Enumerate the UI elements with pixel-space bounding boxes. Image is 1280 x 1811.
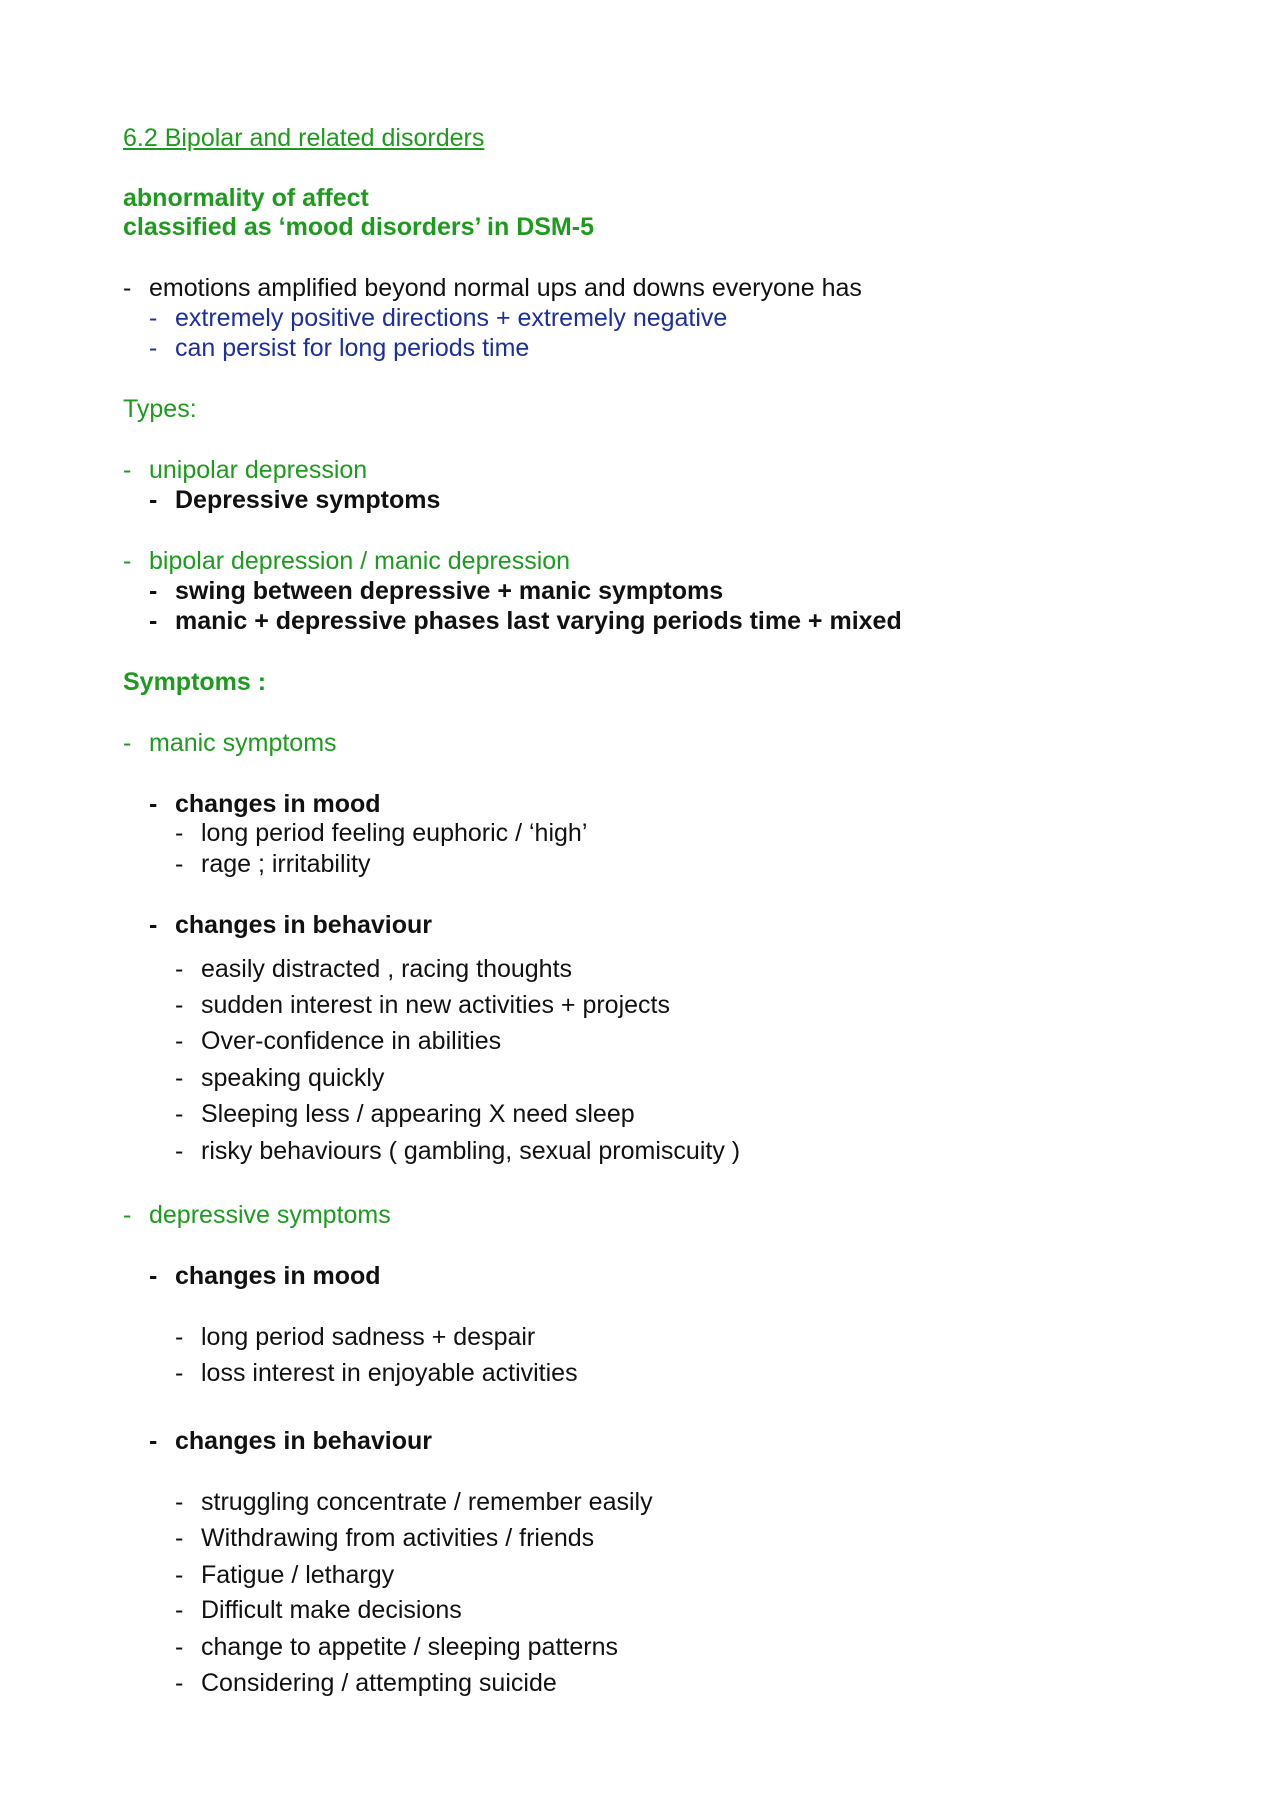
- manic-behaviour-heading: - changes in behaviour: [149, 911, 433, 939]
- list-item: - Depressive symptoms: [149, 486, 441, 514]
- depressive-symptoms-heading: - depressive symptoms: [123, 1201, 391, 1229]
- bullet-dash: -: [175, 1137, 184, 1165]
- depressive-behaviour-heading: - changes in behaviour: [149, 1427, 433, 1455]
- symptoms-heading: Symptoms :: [123, 668, 267, 696]
- bullet-dash: -: [175, 991, 184, 1019]
- bullet-dash: -: [149, 334, 158, 362]
- bullet-dash: -: [123, 1201, 132, 1229]
- bullet-dash: -: [175, 1669, 184, 1697]
- list-item: - Over-confidence in abilities: [175, 1027, 502, 1055]
- bullet-dash: -: [175, 850, 184, 878]
- list-item: - Fatigue / lethargy: [175, 1561, 395, 1589]
- subtitle-dsm: classified as ‘mood disorders’ in DSM-5: [123, 213, 594, 241]
- type-bipolar: - bipolar depression / manic depression: [123, 547, 571, 575]
- bullet-dash: -: [149, 790, 158, 818]
- bullet-dash: -: [123, 547, 132, 575]
- list-item: - Sleeping less / appearing X need sleep: [175, 1100, 635, 1128]
- list-item: - can persist for long periods time: [149, 334, 530, 362]
- bullet-dash: -: [175, 1596, 184, 1624]
- bullet-dash: -: [149, 486, 158, 514]
- bullet-dash: -: [175, 1633, 184, 1661]
- type-unipolar: - unipolar depression: [123, 456, 368, 484]
- list-item: - risky behaviours ( gambling, sexual promiscuity ): [175, 1137, 741, 1165]
- bullet-dash: -: [123, 274, 132, 302]
- bullet-dash: -: [149, 577, 158, 605]
- list-item: - Difficult make decisions: [175, 1596, 462, 1624]
- list-item: - speaking quickly: [175, 1064, 385, 1092]
- list-item: - sudden interest in new activities + projects: [175, 991, 670, 1019]
- bullet-dash: -: [175, 1064, 184, 1092]
- list-item: - struggling concentrate / remember easily: [175, 1488, 653, 1516]
- list-item: - swing between depressive + manic symptoms: [149, 577, 724, 605]
- bullet-dash: -: [175, 1027, 184, 1055]
- list-item: - change to appetite / sleeping patterns: [175, 1633, 618, 1661]
- list-item: - easily distracted , racing thoughts: [175, 955, 573, 983]
- section-title: 6.2 Bipolar and related disorders: [123, 124, 485, 152]
- list-item: - loss interest in enjoyable activities: [175, 1359, 578, 1387]
- bullet-dash: -: [175, 955, 184, 983]
- manic-symptoms-heading: - manic symptoms: [123, 729, 337, 757]
- bullet-dash: -: [175, 819, 184, 847]
- bullet-dash: -: [149, 304, 158, 332]
- bullet-dash: -: [149, 1262, 158, 1290]
- bullet-dash: -: [123, 729, 132, 757]
- list-item: - long period sadness + despair: [175, 1323, 536, 1351]
- bullet-dash: -: [175, 1359, 184, 1387]
- list-item: - extremely positive directions + extremely negative: [149, 304, 728, 332]
- bullet-dash: -: [175, 1524, 184, 1552]
- list-item: - rage ; irritability: [175, 850, 371, 878]
- list-item: - long period feeling euphoric / ‘high’: [175, 819, 588, 847]
- bullet-dash: -: [175, 1323, 184, 1351]
- list-item: - Withdrawing from activities / friends: [175, 1524, 595, 1552]
- types-heading: Types:: [123, 395, 197, 423]
- bullet-dash: -: [149, 911, 158, 939]
- subtitle-affect: abnormality of affect: [123, 184, 369, 212]
- bullet-dash: -: [175, 1100, 184, 1128]
- list-item: - manic + depressive phases last varying periods time + mixed: [149, 607, 902, 635]
- bullet-dash: -: [175, 1488, 184, 1516]
- depressive-mood-heading: - changes in mood: [149, 1262, 381, 1290]
- bullet-dash: -: [175, 1561, 184, 1589]
- list-item: - emotions amplified beyond normal ups and downs everyone has: [123, 274, 862, 302]
- list-item: - Considering / attempting suicide: [175, 1669, 557, 1697]
- manic-mood-heading: - changes in mood: [149, 790, 381, 818]
- bullet-dash: -: [149, 607, 158, 635]
- bullet-dash: -: [123, 456, 132, 484]
- bullet-dash: -: [149, 1427, 158, 1455]
